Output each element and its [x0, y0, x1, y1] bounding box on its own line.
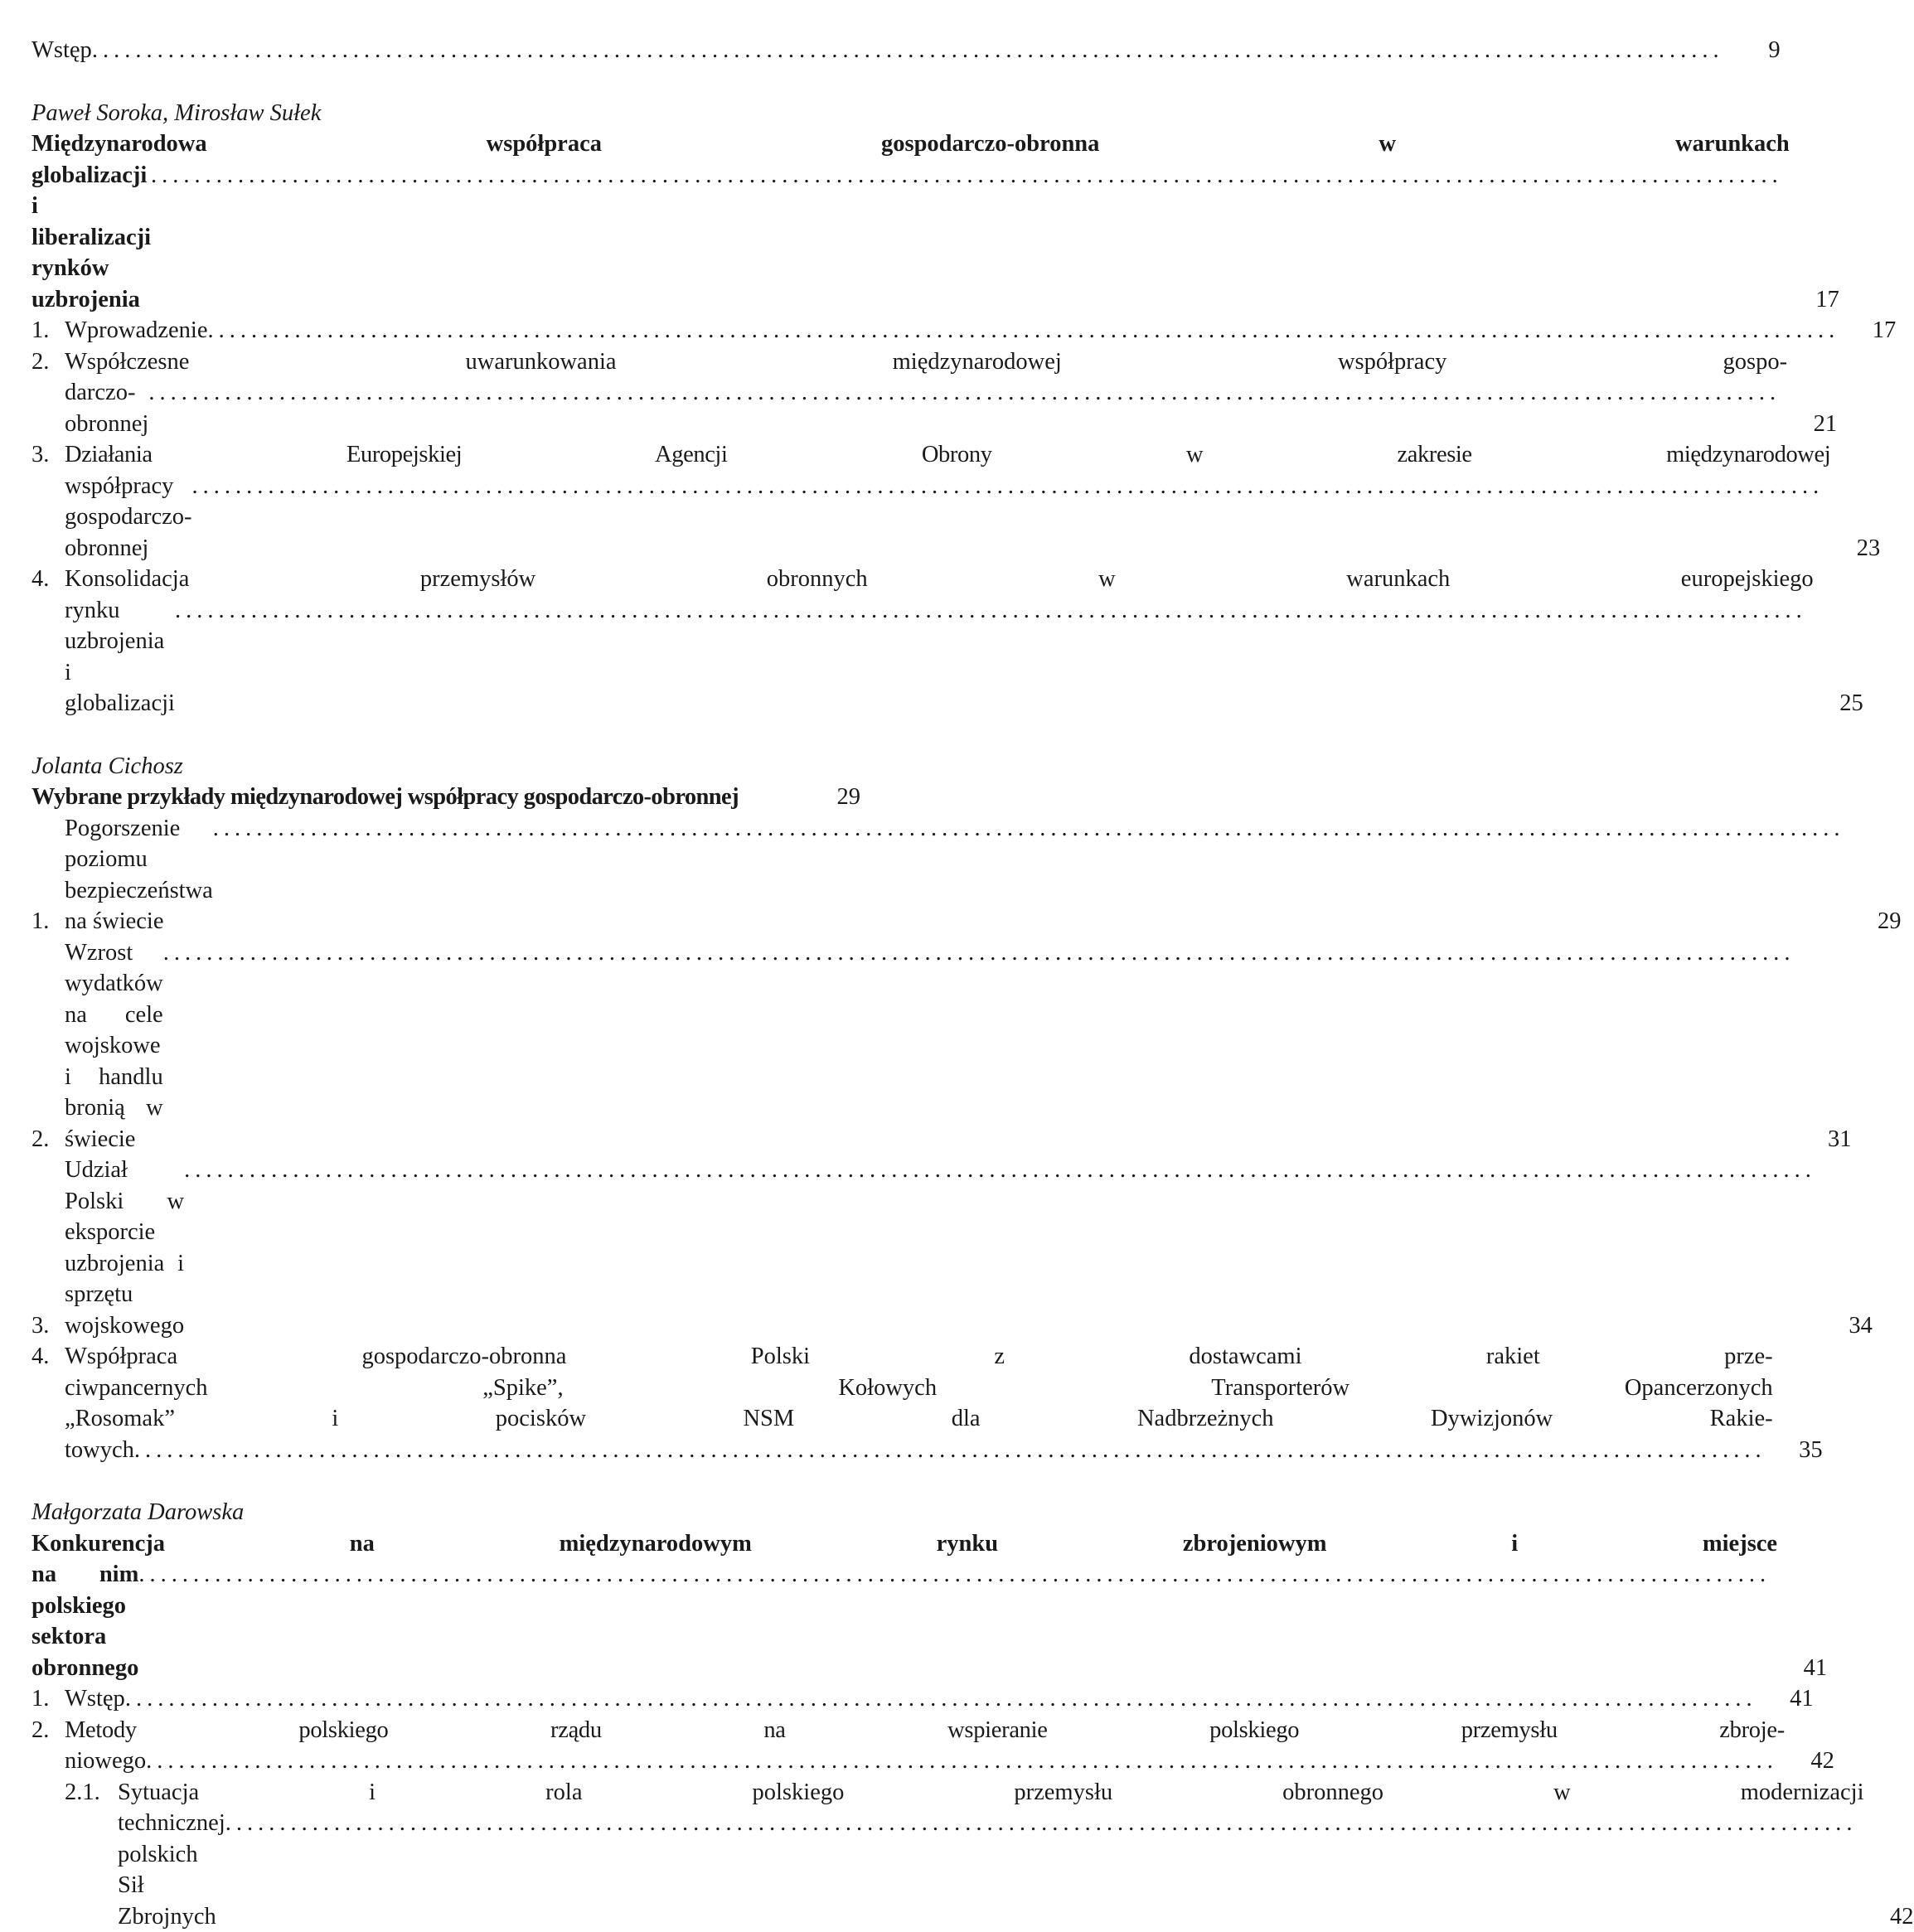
page-number: 25	[1814, 688, 1863, 719]
section-title-line: globalizacji i liberalizacji rynków uzbrojenia	[31, 160, 151, 316]
page-number: 35	[1773, 1435, 1823, 1466]
section-title-line: Międzynarodowa współpraca gospodarczo-obronna w warunkach	[31, 128, 1790, 160]
item-text: technicznej polskich Sił Zbrojnych	[118, 1808, 225, 1932]
section-title[interactable]	[31, 782, 860, 813]
dot-leader	[163, 937, 1795, 969]
item-number: 2.	[31, 1124, 65, 1155]
toc-item[interactable]	[31, 315, 860, 346]
item-text: Wprowadzenie	[65, 315, 208, 346]
item-text: rynku uzbrojenia i globalizacji	[65, 595, 175, 719]
item-text: Współczesne uwarunkowania międzynarodowej współpracy gospo-	[65, 346, 1787, 378]
item-number: 2.	[31, 1715, 65, 1746]
dot-leader	[92, 35, 1724, 66]
toc-item[interactable]	[31, 564, 860, 719]
dot-leader	[208, 315, 1840, 346]
item-text: Wstęp	[65, 1683, 125, 1715]
toc-item[interactable]	[31, 937, 860, 1155]
item-number: 4.	[31, 1341, 65, 1373]
page-number: 42	[1785, 1746, 1834, 1777]
item-number: 3.	[31, 439, 65, 471]
item-number: 1.	[31, 906, 65, 937]
dot-leader	[138, 1559, 1771, 1591]
item-text: „Rosomak” i pocisków NSM dla Nadbrzeżnych Dywizjonów Rakie-	[65, 1403, 1773, 1435]
dot-leader	[151, 160, 1783, 191]
item-text: niowego	[65, 1746, 146, 1777]
dot-leader	[134, 1435, 1766, 1466]
toc-item[interactable]	[31, 813, 860, 937]
item-number: 1.	[31, 1683, 65, 1715]
page-number: 17	[1846, 315, 1896, 346]
item-text: Metody polskiego rządu na wspieranie polskiego przemysłu zbroje-	[65, 1715, 1785, 1746]
toc-entry-label: Wstęp	[31, 35, 92, 66]
dot-leader	[125, 1683, 1757, 1715]
toc-item[interactable]	[31, 346, 860, 440]
page-number: 41	[1764, 1683, 1814, 1715]
page-number: 23	[1830, 533, 1880, 564]
section-author: Paweł Soroka, Mirosław Sułek	[31, 98, 860, 129]
item-number: 4.	[31, 564, 65, 595]
dot-leader	[175, 595, 1807, 627]
section-title[interactable]	[31, 1528, 860, 1684]
dot-leader	[225, 1808, 1858, 1839]
section-title[interactable]	[31, 128, 860, 315]
section-title-line: na nim polskiego sektora obronnego	[31, 1559, 138, 1683]
item-number: 2.	[31, 346, 65, 378]
item-text: darczo-obronnej	[65, 377, 148, 439]
dot-leader	[184, 1155, 1816, 1186]
item-number: 3.	[31, 1310, 65, 1342]
item-text: Wzrost wydatków na cele wojskowe i handlu bronią w świecie	[65, 937, 163, 1155]
page-number: 21	[1787, 409, 1837, 440]
toc-item[interactable]	[31, 1341, 860, 1465]
item-text: Udział Polski w eksporcie uzbrojenia i sprzętu wojskowego	[65, 1155, 184, 1341]
item-text: Działania Europejskiej Agencji Obrony w zakresie międzynarodowej	[65, 439, 1830, 471]
section-author: Małgorzata Darowska	[31, 1497, 860, 1528]
toc-item[interactable]	[31, 1683, 860, 1715]
toc-item[interactable]	[31, 1155, 860, 1341]
item-text: Współpraca gospodarczo-obronna Polski z dostawcami rakiet prze-	[65, 1341, 1773, 1373]
toc-item[interactable]	[31, 439, 860, 564]
page-number: 34	[1823, 1310, 1873, 1342]
table-of-contents	[31, 35, 860, 1932]
toc-subitem[interactable]	[31, 1777, 860, 1932]
page-number: 9	[1731, 35, 1781, 66]
page-number: 29	[811, 782, 860, 813]
section-title-line: Konkurencja na międzynarodowym rynku zbrojeniowym i miejsce	[31, 1528, 1777, 1560]
page-number: 17	[1790, 284, 1839, 316]
item-text: towych	[65, 1435, 134, 1466]
item-text: ciwpancernych „Spike”, Kołowych Transporterów Opancerzonych	[65, 1373, 1773, 1404]
page-number: 42	[1864, 1901, 1914, 1932]
page-number: 31	[1801, 1124, 1851, 1155]
dot-leader	[148, 377, 1781, 409]
toc-entry-intro[interactable]	[31, 35, 860, 66]
item-number: 1.	[31, 315, 65, 346]
item-text: Konsolidacja przemysłów obronnych w warunkach europejskiego	[65, 564, 1814, 595]
dot-leader	[146, 1746, 1778, 1777]
toc-item[interactable]	[31, 1715, 860, 1777]
dot-leader	[213, 813, 1845, 845]
section-title-line: Wybrane przykłady międzynarodowej współpracy gospodarczo-obronnej	[31, 782, 739, 813]
section-author: Jolanta Cichosz	[31, 751, 860, 782]
page-number: 29	[1852, 906, 1902, 937]
dot-leader	[192, 471, 1824, 502]
page-number: 41	[1777, 1653, 1827, 1684]
item-text: Sytuacja i rola polskiego przemysłu obronnego w modernizacji	[118, 1777, 1864, 1809]
item-text: współpracy gospodarczo-obronnej	[65, 471, 192, 564]
item-number: 2.1.	[65, 1777, 118, 1809]
item-text: Pogorszenie poziomu bezpieczeństwa na świecie	[65, 813, 213, 937]
